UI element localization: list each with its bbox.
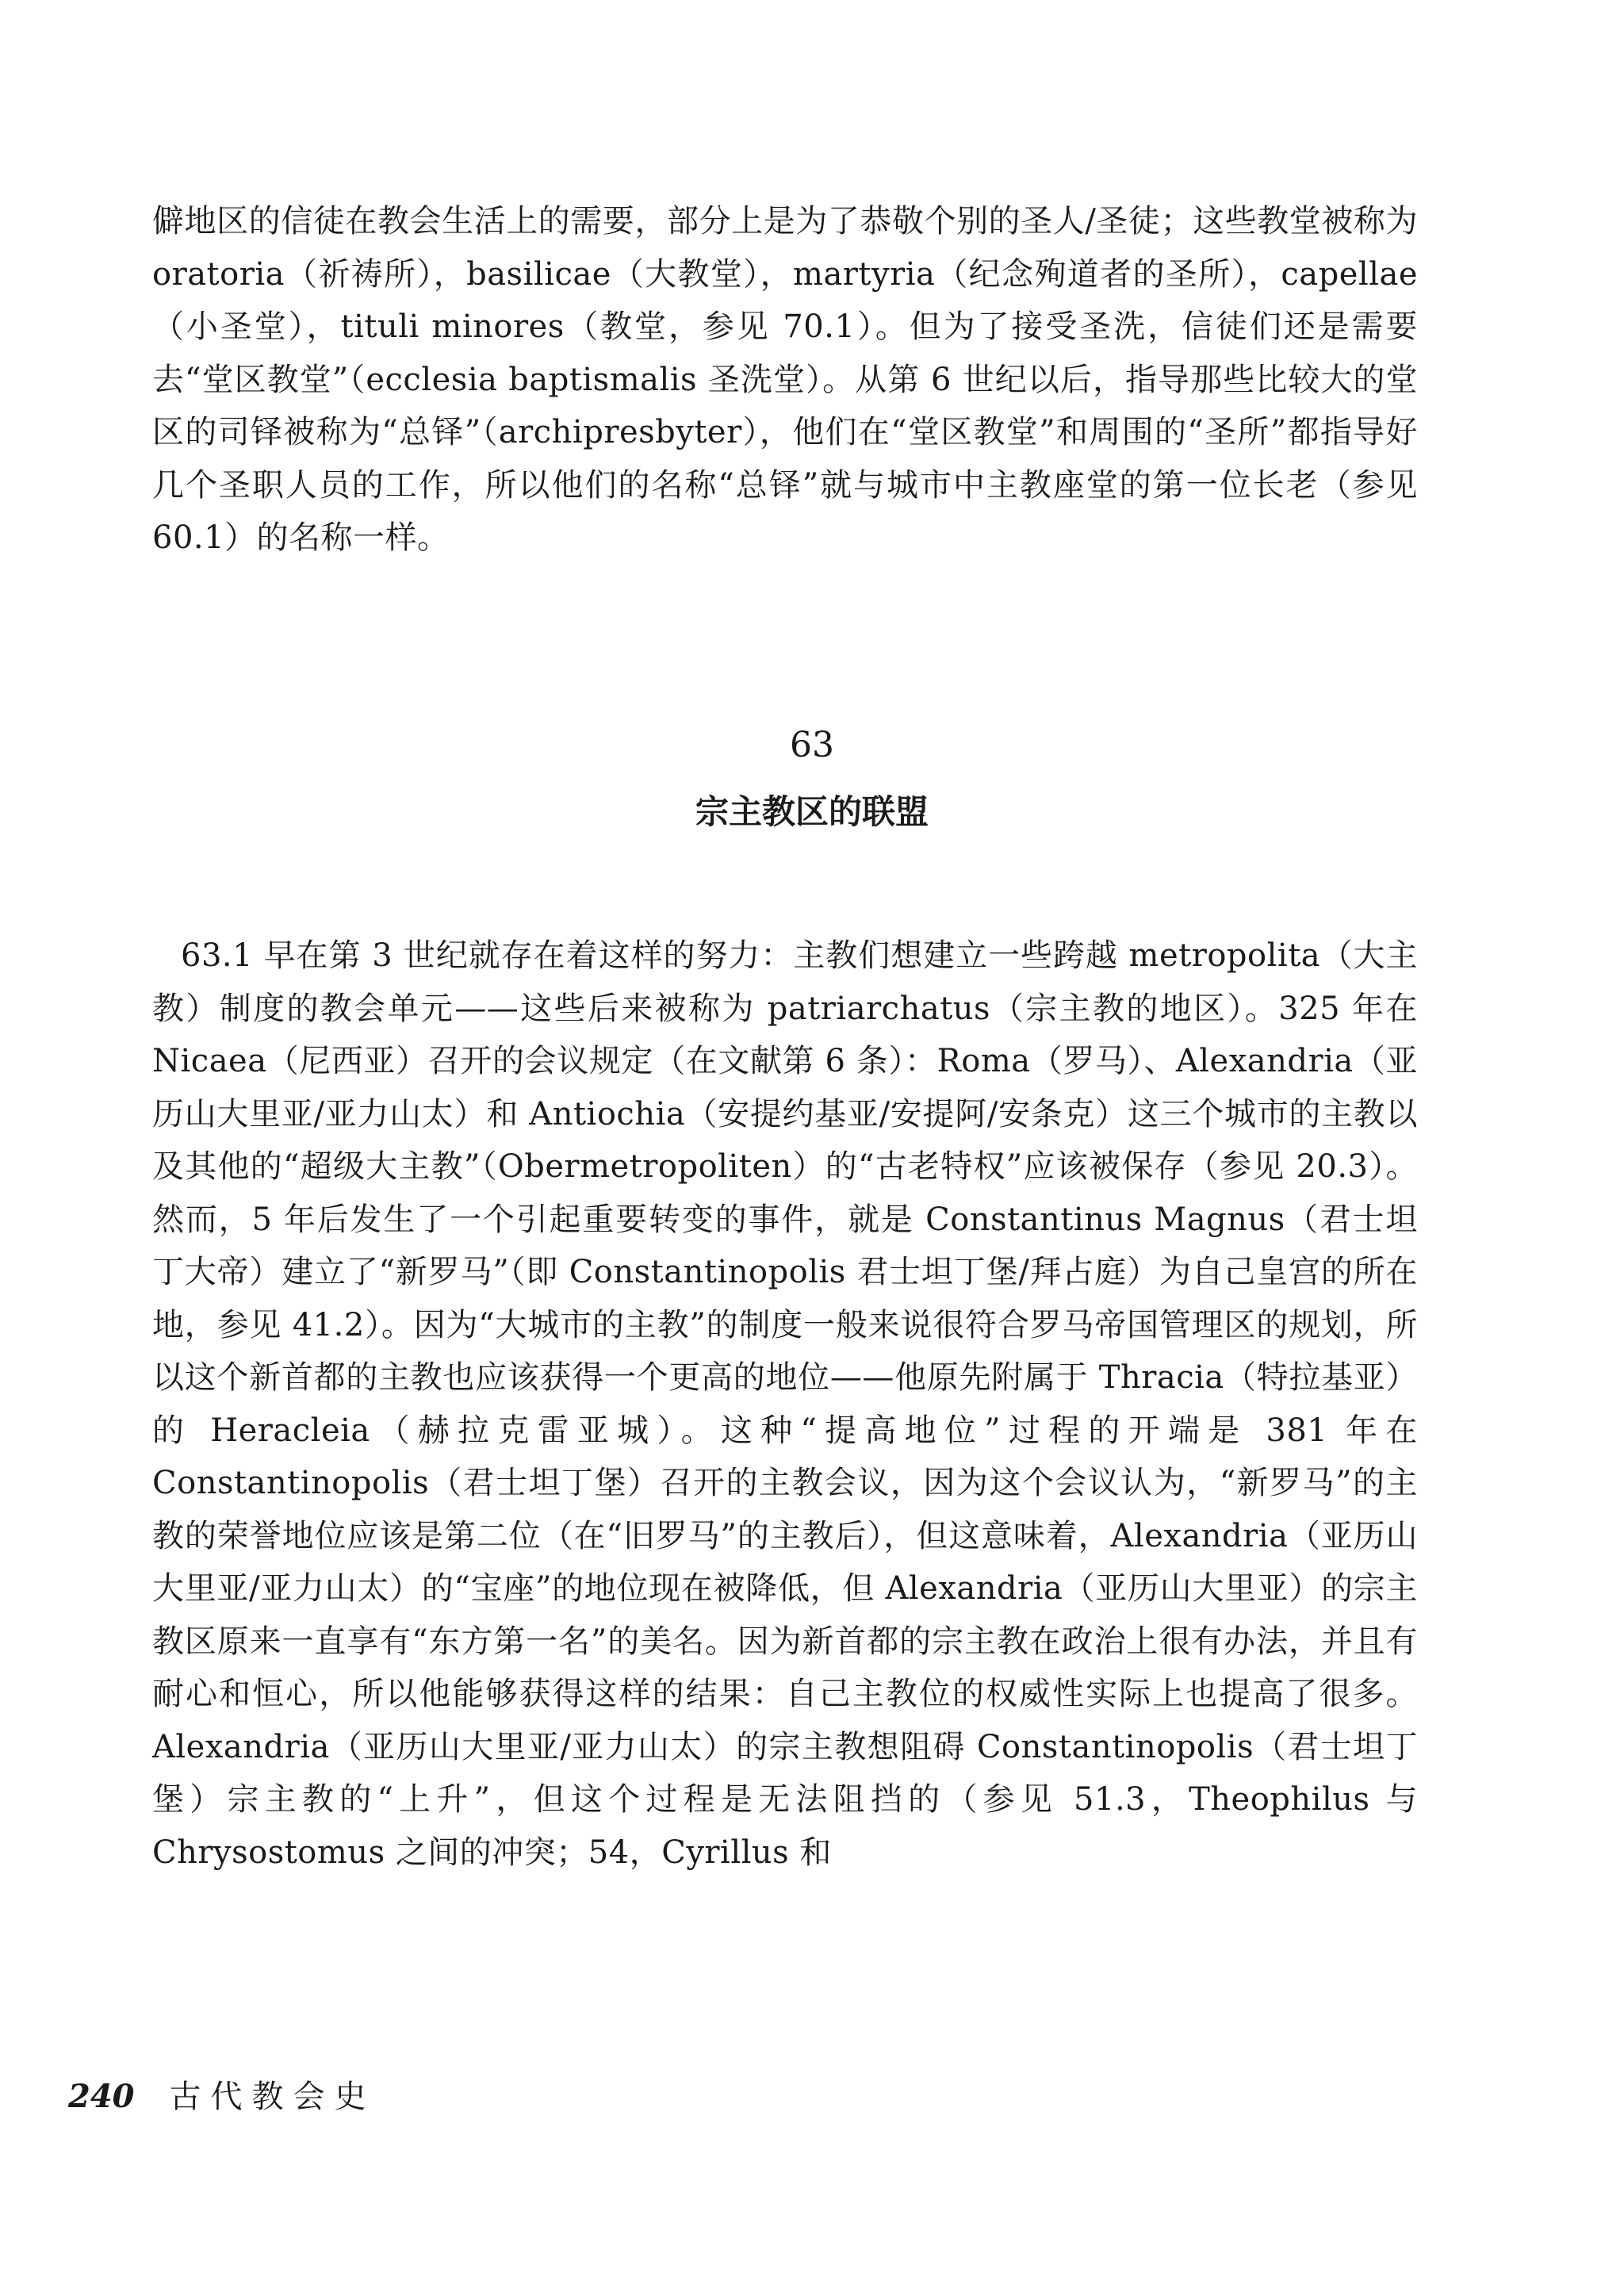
section-number: 63 (790, 725, 834, 765)
section-title: 宗主教区的联盟 (695, 792, 929, 831)
paragraph-text: 63.1 早在第 3 世纪就存在着这样的努力：主教们想建立一些跨越 metropolita（大主教）制度的教会单元——这些后来被称为 patriarchatus（宗主教的地区）。325 年在 Nicaea（尼西亚）召开的会议规定（在文献第 6 条）：Roma（罗马）、Alexandria（亚历山大里亚/亚力山太）和 Antiochia（安提约基亚/安提阿/安条克）这三个城市的主教以及其他的“超级大主教”（Obermetropoliten）的“古老特权”应该被保存（参见 20.3）。然而，5 年后发生了一个引起重要转变的事件，就是 Constantinus Magnus（君士坦丁大帝）建立了“新罗马”（即 Constantinopolis 君士坦丁堡/拜占庭）为自己皇宫的所在地，参见 41.2）。因为“大城市的主教”的制度一般来说很符合罗马帝国管理区的规划，所以这个新首都的主教也应该获得一个更高的地位——他原先附属于 Thracia（特拉基亚）的 Heracleia（赫拉克雷亚城）。这种“提高地位”过程的开端是 381 年在 Constantinopolis（君士坦丁堡）召开的主教会议，因为这个会议认为，“新罗马”的主教的荣誉地位应该是第二位（在“旧罗马”的主教后），但这意味着，Alexandria（亚历山大里亚/亚力山太）的“宝座”的地位现在被降低，但 Alexandria（亚历山大里亚）的宗主教区原来一直享有“东方第一名”的美名。因为新首都的宗主教在政治上很有办法，并且有耐心和恒心，所以他能够获得这样的结果：自己主教位的权威性实际上也提高了很多。Alexandria（亚历山大里亚/亚力山太）的宗主教想阻碍 Constantinopolis（君士坦丁堡）宗主教的“上升”，但这个过程是无法阻挡的（参见 51.3，Theophilus 与 Chrysostomus 之间的冲突；54，Cyrillus 和 (152, 937, 1418, 1871)
paragraph-text: 僻地区的信徒在教会生活上的需要，部分上是为了恭敬个别的圣人/圣徒；这些教堂被称为 oratoria（祈祷所），basilicae（大教堂），martyria（纪念殉道者的圣所），capellae（小圣堂），tituli minores（教堂，参见 70.1）。但为了接受圣洗，信徒们还是需要去“堂区教堂”（ecclesia baptismalis 圣洗堂）。从第 6 世纪以后，指导那些比较大的堂区的司铎被称为“总铎”（archipresbyter），他们在“堂区教堂”和周围的“圣所”都指导好几个圣职人员的工作，所以他们的名称“总铎”就与城市中主教座堂的第一位长老（参见 60.1）的名称一样。 (152, 203, 1418, 556)
continued-paragraph (152, 195, 1418, 565)
running-title: 古代教会史 (169, 2079, 376, 2115)
page-footer (68, 2071, 376, 2119)
page-number: 240 (68, 2078, 135, 2115)
section-body (152, 929, 1418, 1879)
